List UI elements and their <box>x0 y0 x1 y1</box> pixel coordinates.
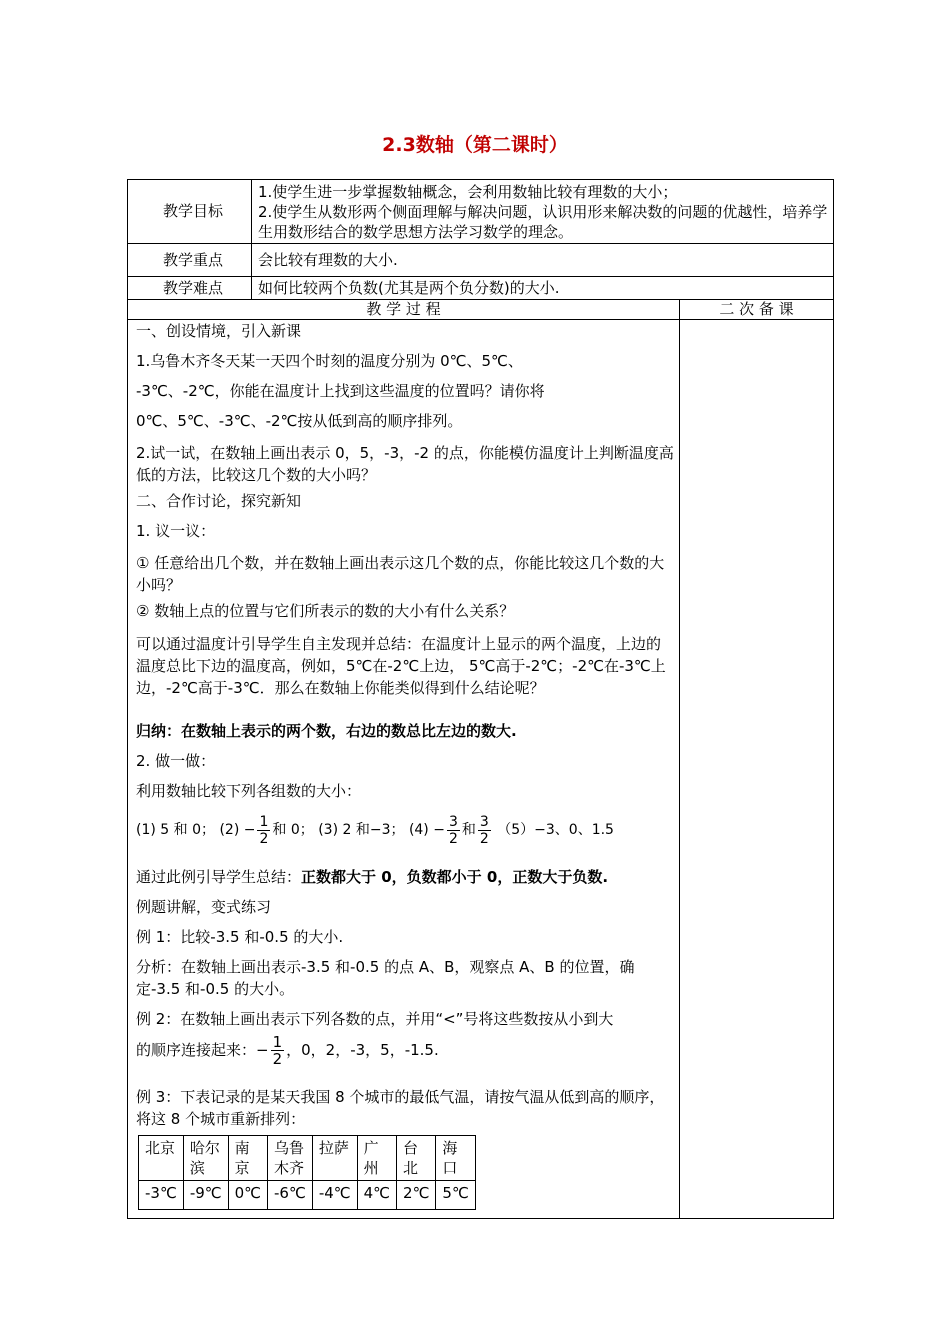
goal-item-2: 2.使学生从数形两个侧面理解与解决问题，认识用形来解决数的问题的优越性，培养学生用数形结合的数学思想方法学习数学的理念。 <box>258 203 828 241</box>
city-temperature-table <box>138 1135 476 1210</box>
paragraph: 例 3：下表记录的是某天我国 8 个城市的最低气温，请按气温从低到高的顺序，将这 8 个城市重新排列： <box>136 1088 665 1128</box>
paragraph: 2. 做一做： <box>136 752 216 770</box>
lesson-plan-table <box>127 179 834 1219</box>
row-divider <box>128 243 833 244</box>
paragraph: ② 数轴上点的位置与它们所表示的数的大小有什么关系？ <box>136 602 515 620</box>
table-cell: 台北 <box>397 1136 436 1181</box>
table-cell: -9℃ <box>183 1181 228 1210</box>
fraction: $\frac{1}{2}$ <box>272 1033 283 1068</box>
paragraph: 例 1：比较-3.5 和-0.5 的大小. <box>136 928 344 946</box>
fraction: $\frac{3}{2}$ <box>479 813 489 847</box>
table-cell: 0℃ <box>228 1181 267 1210</box>
page-title: 2.3数轴（第二课时） <box>382 134 568 156</box>
paragraph: 例 2：在数轴上画出表示下列各数的点，并用“<”号将这些数按从小到大 <box>136 1010 614 1028</box>
table-cell: 乌鲁木齐 <box>268 1136 313 1181</box>
hard-label: 教学难点 <box>162 279 223 297</box>
table-cell: 南京 <box>228 1136 267 1181</box>
paragraph: 例题讲解，变式练习 <box>136 898 272 916</box>
paragraph: ① 任意给出几个数，并在数轴上画出表示这几个数的点，你能比较这几个数的大小吗？ <box>136 554 665 594</box>
table-cell: 5℃ <box>436 1181 475 1210</box>
paragraph: 0℃、5℃、-3℃、-2℃按从低到高的顺序排列。 <box>136 412 463 430</box>
paragraph: 利用数轴比较下列各组数的大小： <box>136 782 362 800</box>
key-text: 会比较有理数的大小. <box>258 251 398 269</box>
col-divider <box>679 299 680 1219</box>
hard-text: 如何比较两个负数(尤其是两个负分数)的大小. <box>258 279 560 297</box>
process-header: 教 学 过 程 <box>366 300 441 318</box>
table-cell: 4℃ <box>357 1181 396 1210</box>
table-cell: -6℃ <box>268 1181 313 1210</box>
paragraph: 1.乌鲁木齐冬天某一天四个时刻的温度分别为 0℃、5℃、 <box>136 352 523 370</box>
fraction: $\frac{3}{2}$ <box>448 813 458 847</box>
table-cell: 广州 <box>357 1136 396 1181</box>
paragraph: 通过此例引导学生总结：正数都大于 0，负数都小于 0，正数大于负数. <box>136 868 609 886</box>
table-cell: 海口 <box>436 1136 475 1181</box>
fraction: $\frac{1}{2}$ <box>259 813 269 847</box>
table-cell: -4℃ <box>312 1181 357 1210</box>
section-heading: 二、合作讨论，探究新知 <box>136 492 302 510</box>
backup-header: 二 次 备 课 <box>719 300 794 318</box>
key-label: 教学重点 <box>162 251 223 269</box>
exercise-line: (1) 5 和 0； (2) − $\frac{1}{2}$ 和 0； (3) 2 和−3； (4) − $\frac{3}{2}$ 和 $\frac{3}{2}$ （5）−3、0、1.5 <box>136 813 614 847</box>
paragraph: 2.试一试，在数轴上画出表示 0，5，-3，-2 的点，你能模仿温度计上判断温度高低的方法，比较这几个数的大小吗？ <box>136 444 674 484</box>
table-cell: 哈尔滨 <box>183 1136 228 1181</box>
paragraph: 分析：在数轴上画出表示-3.5 和-0.5 的点 A、B，观察点 A、B 的位置，确定-3.5 和-0.5 的大小。 <box>136 958 635 998</box>
table-cell: 拉萨 <box>312 1136 357 1181</box>
goal-text <box>258 182 830 242</box>
table-row <box>139 1181 476 1210</box>
table-cell: 2℃ <box>397 1181 436 1210</box>
table-row <box>139 1136 476 1181</box>
paragraph: 可以通过温度计引导学生自主发现并总结：在温度计上显示的两个温度，上边的温度总比下边的温度高，例如，5℃在-2℃上边， 5℃高于-2℃；-2℃在-3℃上边，-2℃高于-3℃．那么在数轴上你能类似得到什么结论呢？ <box>136 635 666 697</box>
goal-item-1: 1.使学生进一步掌握数轴概念，会利用数轴比较有理数的大小； <box>258 183 678 201</box>
paragraph: 1. 议一议： <box>136 522 216 540</box>
section-heading: 一、创设情境，引入新课 <box>136 322 302 340</box>
summary-bold: 归纳：在数轴上表示的两个数，右边的数总比左边的数大. <box>136 722 517 740</box>
paragraph: -3℃、-2℃，你能在温度计上找到这些温度的位置吗？请你将 <box>136 382 545 400</box>
goal-label: 教学目标 <box>162 202 223 220</box>
paragraph: 的顺序连接起来：− $\frac{1}{2}$ ，0，2，-3，5，-1.5. <box>136 1033 439 1068</box>
table-cell: -3℃ <box>139 1181 184 1210</box>
table-cell: 北京 <box>139 1136 184 1181</box>
